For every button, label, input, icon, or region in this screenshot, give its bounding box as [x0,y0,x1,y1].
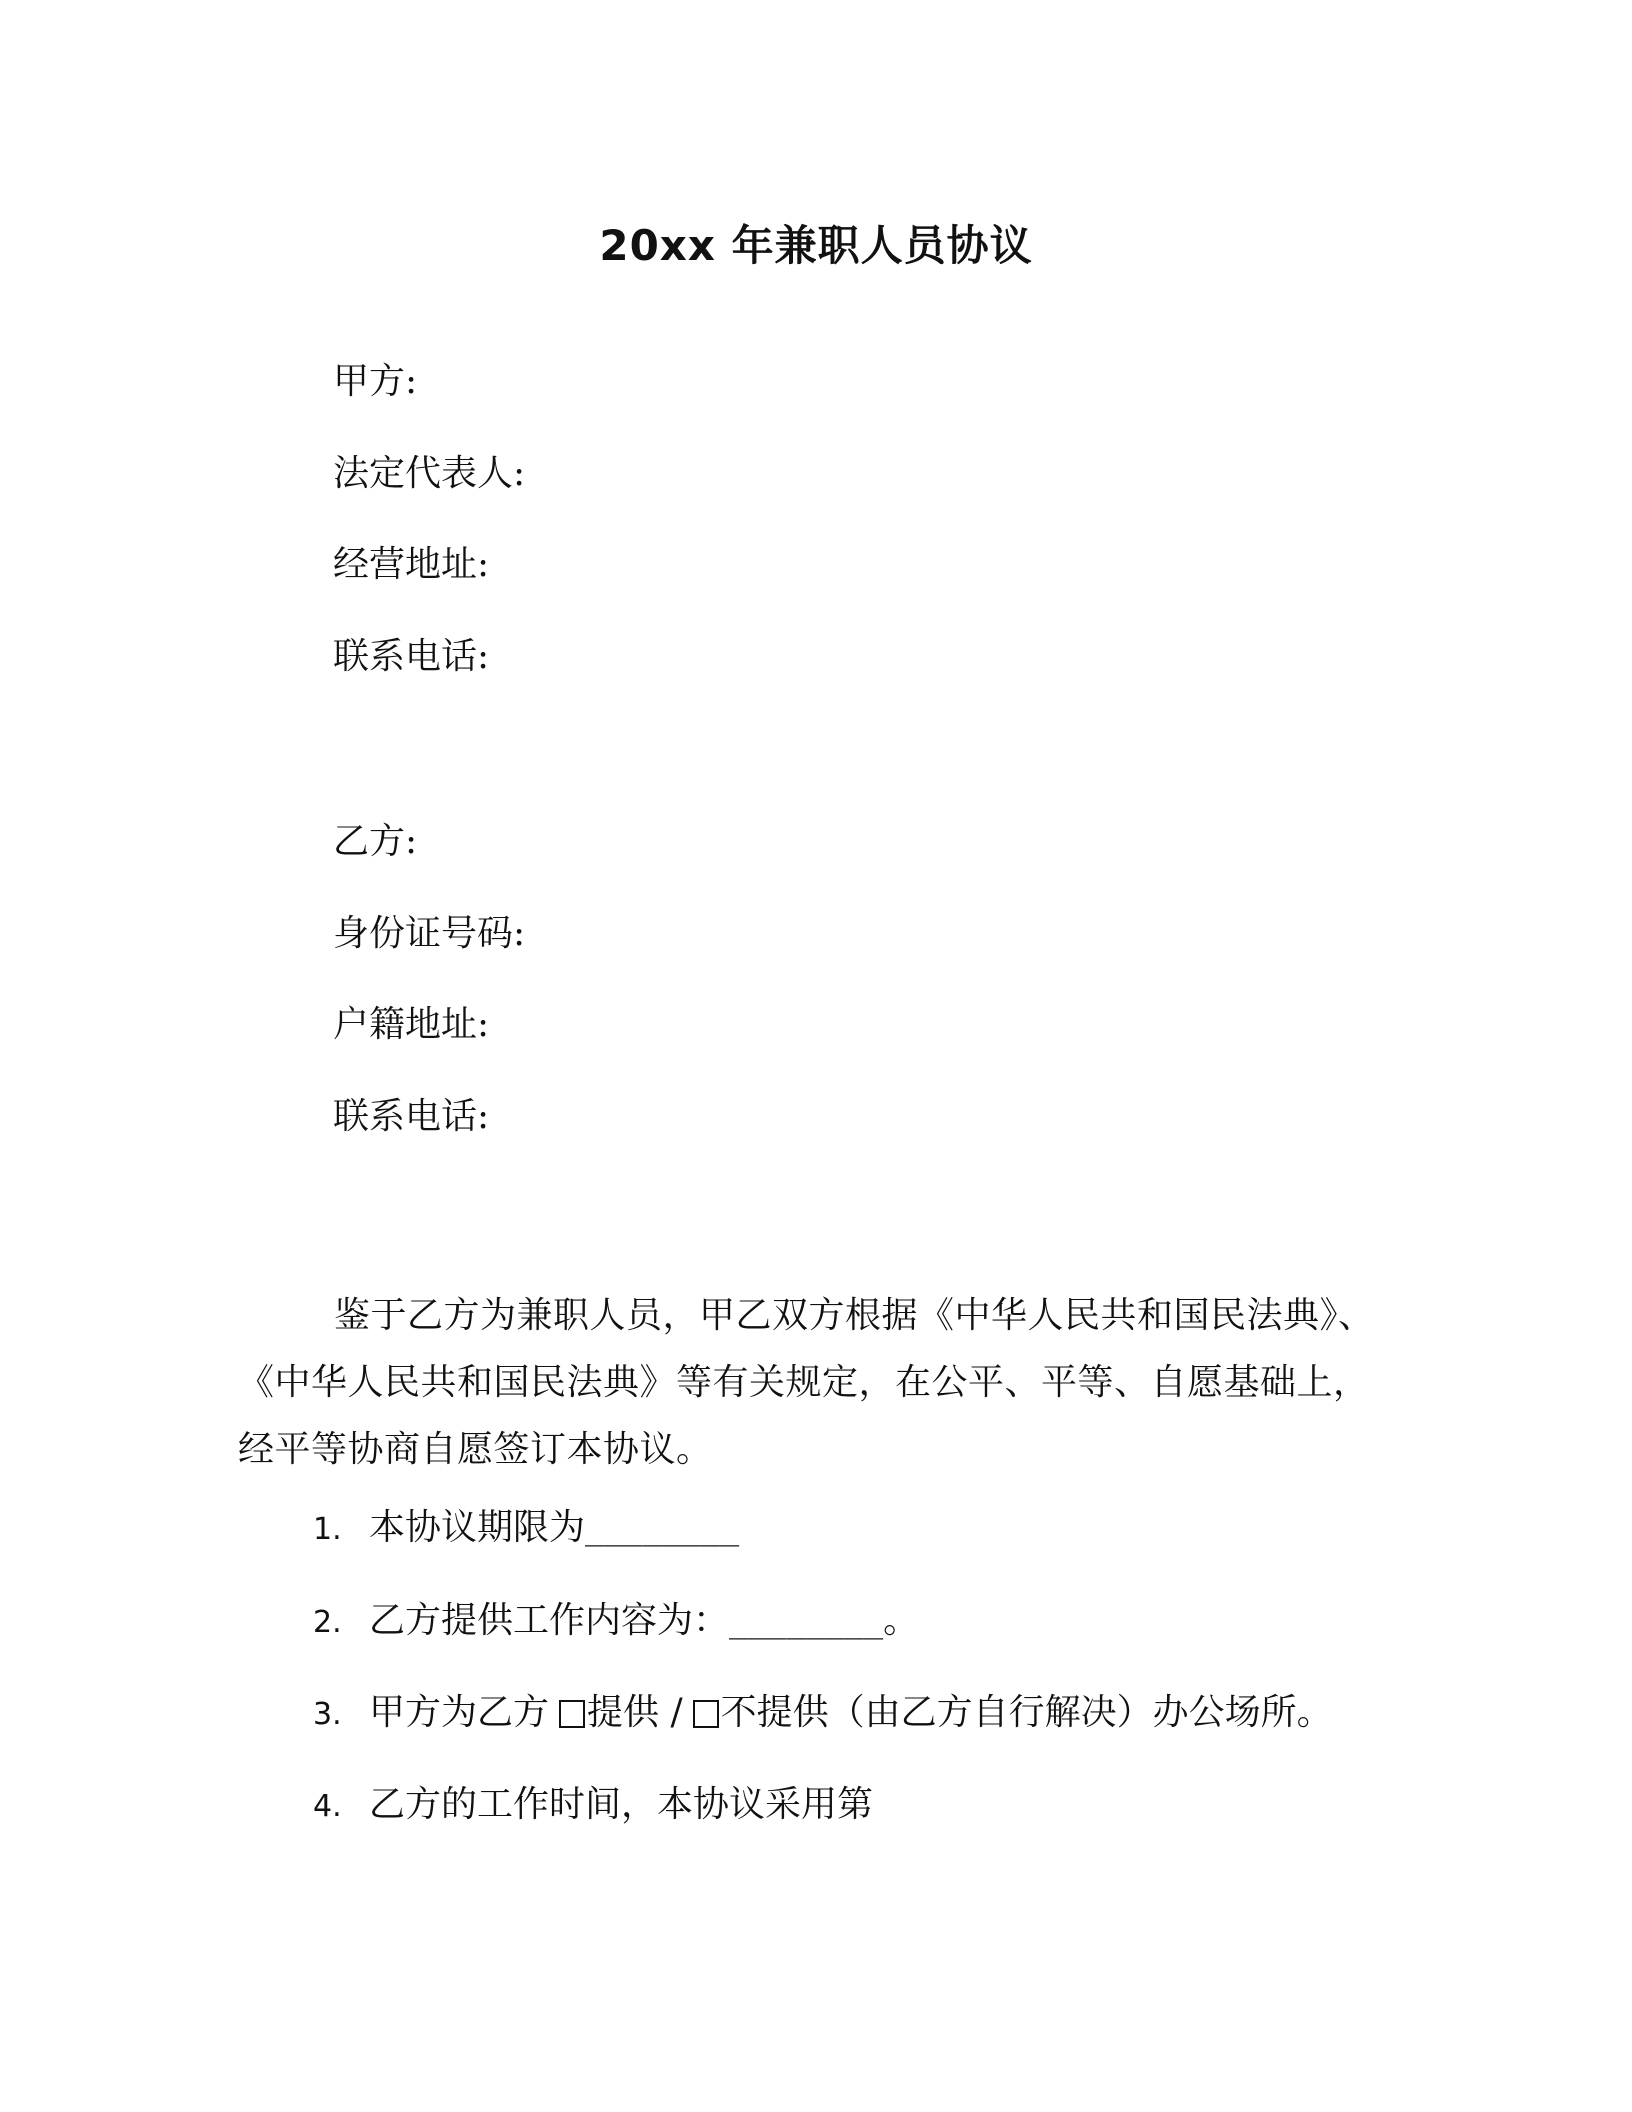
provide-checkbox-icon [559,1700,585,1728]
clause-number: 3. [313,1697,342,1732]
clause-text: 本协议期限为 [369,1507,586,1548]
party-b-name-label: 乙方: [333,821,418,862]
clause-1 [313,1504,739,1554]
party-b-id-label: 身份证号码: [333,913,526,954]
clause-number: 2. [313,1605,342,1640]
clause-number: 1. [313,1512,342,1547]
party-a-representative-label: 法定代表人: [333,453,526,494]
party-a-name-label: 甲方: [333,361,418,402]
clause-2 [313,1597,919,1647]
party-a-phone-label: 联系电话: [333,636,490,677]
document-title: 20xx 年兼职人员协议 [599,221,1033,270]
clause-text: 乙方提供工作内容为： [369,1600,730,1641]
party-a-address-label: 经营地址: [333,544,490,585]
clause-number: 4. [313,1789,342,1824]
party-b-phone-label: 联系电话: [333,1096,490,1137]
fill-in-blank: ________ [729,1602,884,1640]
intro-paragraph: 鉴于乙方为兼职人员，甲乙双方根据《中华人民共和国民法典》、《中华人民共和国民法典》等有关规定，在公平、平等、自愿基础上，经平等协商自愿签订本协议。 [238,1295,1375,1470]
clause-suffix: 。 [883,1600,920,1641]
clause-option-not-provide: 不提供（由乙方自行解决）办公场所。 [720,1692,1333,1733]
clause-option-provide: 提供 / [587,1692,683,1733]
clause-text: 乙方的工作时间，本协议采用第 [369,1784,874,1825]
clause-3 [313,1689,1333,1739]
clause-text: 甲方为乙方 [369,1692,550,1733]
fill-in-blank: ________ [585,1509,740,1547]
party-b-address-label: 户籍地址: [333,1004,490,1045]
clause-4 [313,1781,873,1831]
not-provide-checkbox-icon [693,1700,719,1728]
